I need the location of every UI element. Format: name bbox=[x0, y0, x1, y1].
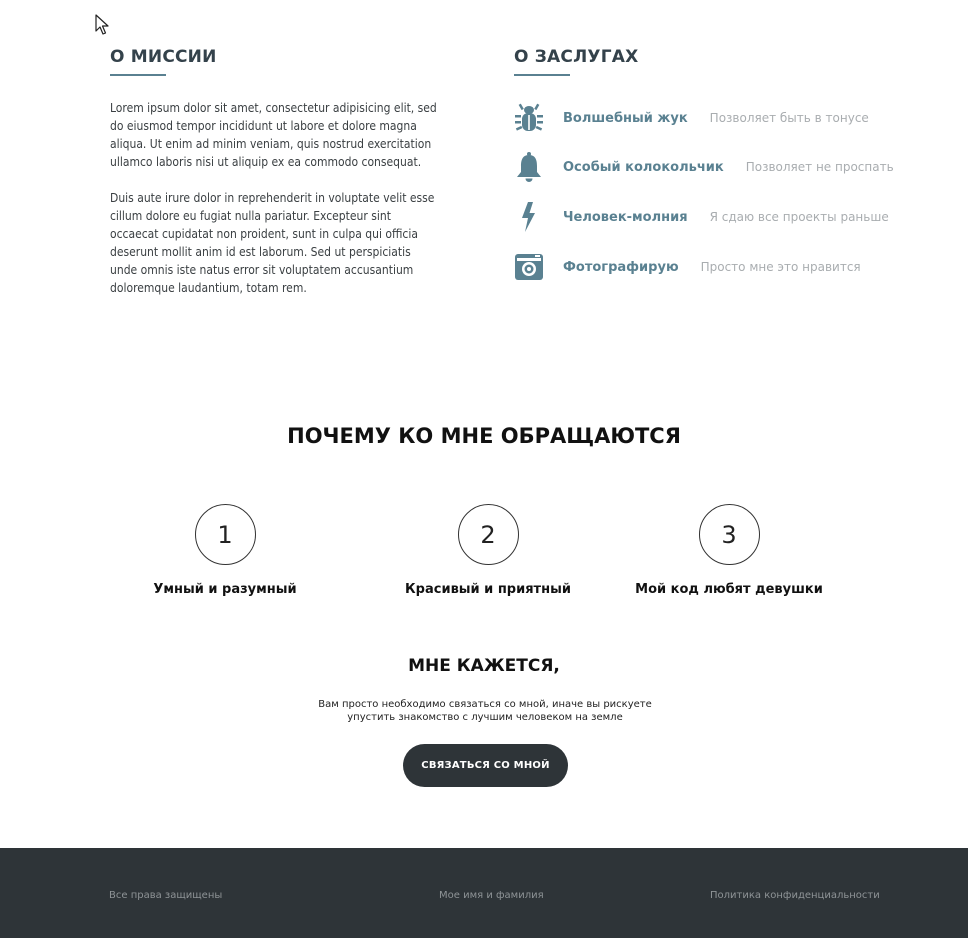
cta-title: МНЕ КАЖЕТСЯ, bbox=[408, 656, 560, 676]
footer bbox=[0, 848, 968, 938]
why-title: ПОЧЕМУ КО МНЕ ОБРАЩАЮТСЯ bbox=[287, 424, 681, 448]
bell-icon bbox=[514, 151, 544, 183]
cta-text bbox=[300, 698, 670, 724]
merit-item-camera bbox=[514, 250, 861, 284]
mission-paragraph: Duis aute irure dolor in reprehenderit in voluptate velit esse cillum dolore eu fugiat nulla pariatur. Excepteur sint occaecat cupidatat non proident, sunt in culpa qui officia deserunt mollit anim id est laborum. Sed ut perspiciatis unde omnis iste natus error sit voluptatem accusantium doloremque laudantium, totam rem. bbox=[110, 191, 435, 295]
mission-text bbox=[110, 99, 440, 297]
feature-label: Умный и разумный bbox=[153, 582, 297, 597]
mission-paragraph: Lorem ipsum dolor sit amet, consectetur adipisicing elit, sed do eiusmod tempor incididunt ut labore et dolore magna aliqua. Ut enim ad minim veniam, quis nostrud exercitation ullamco laboris nisi ut aliquip ex ea commodo consequat. bbox=[110, 101, 437, 169]
mission-title-underline bbox=[110, 74, 166, 76]
merit-name: Особый колокольчик bbox=[563, 159, 724, 175]
merit-name: Человек-молния bbox=[563, 209, 688, 225]
contact-me-button[interactable]: СВЯЗАТЬСЯ СО МНОЙ bbox=[403, 744, 568, 787]
merit-name: Фотографирую bbox=[563, 259, 679, 275]
merit-description: Позволяет не проспать bbox=[745, 160, 894, 174]
merit-item-lightning bbox=[514, 200, 889, 234]
mouse-cursor-icon bbox=[95, 14, 109, 36]
merit-description: Позволяет быть в тонусе bbox=[709, 111, 869, 125]
footer-rights: Все права защищены bbox=[109, 890, 223, 901]
feature-number: 3 bbox=[699, 504, 760, 565]
cta-text-line: Вам просто необходимо связаться со мной, иначе вы рискуете bbox=[318, 699, 652, 710]
bug-icon bbox=[514, 102, 544, 134]
mission-title: О МИССИИ bbox=[110, 47, 217, 67]
footer-privacy-link[interactable]: Политика конфиденциальности bbox=[710, 890, 880, 901]
feature-item bbox=[105, 504, 345, 597]
merits-title-underline bbox=[514, 74, 570, 76]
merit-name: Волшебный жук bbox=[563, 110, 688, 126]
feature-item bbox=[609, 504, 849, 597]
feature-number: 1 bbox=[195, 504, 256, 565]
feature-label: Мой код любят девушки bbox=[635, 582, 823, 597]
footer-name: Мое имя и фамилия bbox=[439, 890, 544, 901]
merits-title: О ЗАСЛУГАХ bbox=[514, 47, 639, 67]
merit-item-bell bbox=[514, 150, 894, 184]
feature-item bbox=[368, 504, 608, 597]
merit-item-bug bbox=[514, 101, 869, 135]
merit-description: Я сдаю все проекты раньше bbox=[709, 210, 889, 224]
camera-icon bbox=[514, 251, 544, 283]
feature-number: 2 bbox=[458, 504, 519, 565]
lightning-icon bbox=[514, 201, 544, 233]
feature-label: Красивый и приятный bbox=[405, 582, 571, 597]
cta-text-line: упустить знакомство с лучшим человеком на земле bbox=[347, 712, 623, 723]
merit-description: Просто мне это нравится bbox=[700, 260, 861, 274]
